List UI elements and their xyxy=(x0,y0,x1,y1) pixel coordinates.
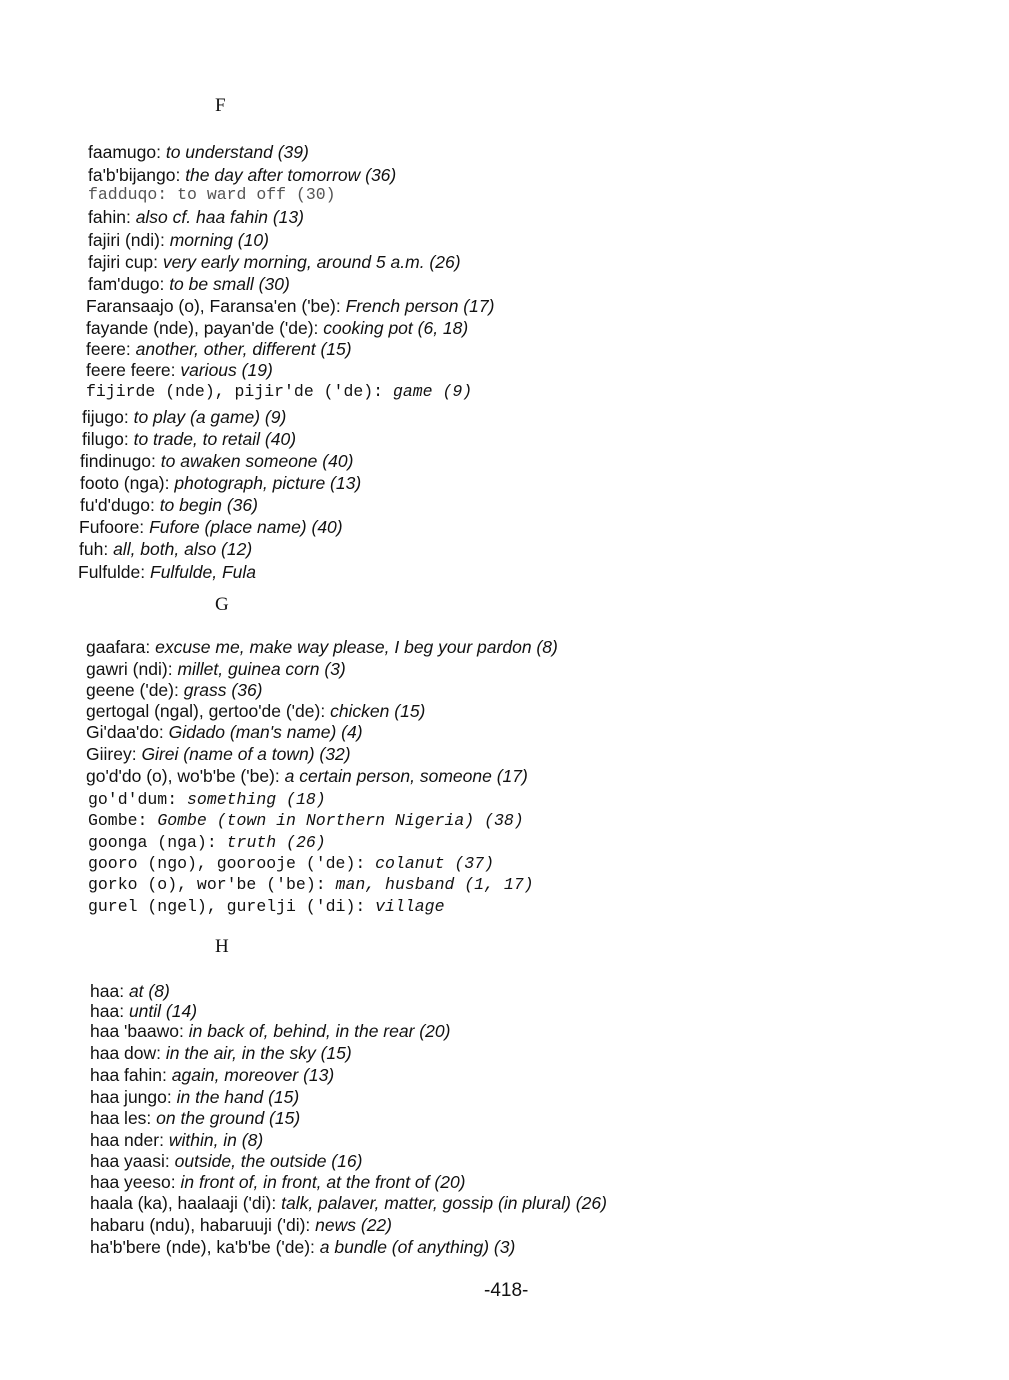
section-letter-f: F xyxy=(215,95,226,116)
headword: haa 'baawo: xyxy=(90,1021,184,1041)
definition: to begin (36) xyxy=(159,495,258,515)
entry xyxy=(90,1086,299,1108)
definition: very early morning, around 5 a.m. (26) xyxy=(162,252,461,272)
entry xyxy=(88,184,336,206)
headword: Fufoore: xyxy=(79,517,145,537)
headword: haala (ka), haalaaji ('di): xyxy=(90,1193,277,1213)
entry xyxy=(88,874,534,896)
entry xyxy=(88,164,396,186)
entry xyxy=(90,1129,263,1151)
definition: to trade, to retail (40) xyxy=(133,429,297,449)
entry xyxy=(79,516,343,538)
entry xyxy=(88,789,326,811)
entry xyxy=(86,317,468,339)
definition: talk, palaver, matter, gossip (in plural) (26) xyxy=(281,1193,607,1213)
entry xyxy=(86,381,472,403)
page-number: -418- xyxy=(484,1280,529,1301)
entry xyxy=(88,141,309,163)
entry xyxy=(80,450,353,472)
headword: haa les: xyxy=(90,1108,152,1128)
headword: fajiri (ndi): xyxy=(88,230,165,250)
definition: Fufore (place name) (40) xyxy=(149,517,343,537)
headword: gaafara: xyxy=(86,637,151,657)
headword: fadduqo: xyxy=(88,185,168,204)
headword: go'd'dum: xyxy=(88,790,178,809)
headword: fijugo: xyxy=(82,407,129,427)
headword: gawri (ndi): xyxy=(86,659,173,679)
entry xyxy=(90,1150,362,1172)
definition: at (8) xyxy=(128,981,170,1001)
headword: faamugo: xyxy=(88,142,161,162)
headword: haa nder: xyxy=(90,1130,164,1150)
definition: to play (a game) (9) xyxy=(133,407,287,427)
headword: footo (nga): xyxy=(80,473,170,493)
definition: to ward off (30) xyxy=(177,185,336,204)
definition: Gombe (town in Northern Nigeria) (38) xyxy=(157,811,524,830)
definition: in the air, in the sky (15) xyxy=(165,1043,352,1063)
headword: Gi'daa'do: xyxy=(86,722,164,742)
definition: news (22) xyxy=(315,1215,392,1235)
headword: fijirde (nde), pijir'de ('de): xyxy=(86,382,384,401)
definition: French person (17) xyxy=(345,296,495,316)
entry xyxy=(80,494,258,516)
definition: to awaken someone (40) xyxy=(160,451,354,471)
definition: Fulfulde, Fula xyxy=(150,562,257,582)
definition: in front of, in front, at the front of (20) xyxy=(180,1172,466,1192)
definition: truth (26) xyxy=(226,833,326,852)
headword: fajiri cup: xyxy=(88,252,159,272)
definition: game (9) xyxy=(392,382,473,401)
definition: again, moreover (13) xyxy=(171,1065,335,1085)
headword: haa yeeso: xyxy=(90,1172,176,1192)
entry xyxy=(88,206,304,228)
definition: man, husband (1, 17) xyxy=(335,875,534,894)
headword: ha'b'bere (nde), ka'b'be ('de): xyxy=(90,1237,315,1257)
headword: fayande (nde), payan'de ('de): xyxy=(86,318,319,338)
definition: until (14) xyxy=(128,1001,198,1021)
entry xyxy=(90,1192,607,1214)
entry xyxy=(90,1171,466,1193)
entry xyxy=(90,980,170,1002)
headword: geene ('de): xyxy=(86,680,179,700)
headword: goonga (nga): xyxy=(88,833,217,852)
entry xyxy=(88,273,290,295)
definition: outside, the outside (16) xyxy=(174,1151,363,1171)
entry xyxy=(88,896,444,918)
headword: fahin: xyxy=(88,207,131,227)
headword: Gombe: xyxy=(88,811,148,830)
entry xyxy=(90,1020,450,1042)
entry xyxy=(86,636,558,658)
definition: chicken (15) xyxy=(330,701,426,721)
entry xyxy=(88,832,326,854)
definition: a bundle (of anything) (3) xyxy=(319,1237,516,1257)
headword: gorko (o), wor'be ('be): xyxy=(88,875,326,894)
definition: various (19) xyxy=(180,360,273,380)
headword: haa fahin: xyxy=(90,1065,167,1085)
entry xyxy=(86,295,494,317)
headword: fa'b'bijango: xyxy=(88,165,181,185)
headword: findinugo: xyxy=(80,451,156,471)
entry xyxy=(86,743,351,765)
definition: village xyxy=(375,897,445,916)
headword: feere: xyxy=(86,339,131,359)
definition: within, in (8) xyxy=(168,1130,264,1150)
definition: in back of, behind, in the rear (20) xyxy=(188,1021,451,1041)
definition: something (18) xyxy=(187,790,326,809)
headword: haa: xyxy=(90,1001,125,1021)
entry xyxy=(88,853,494,875)
headword: fu'd'dugo: xyxy=(80,495,155,515)
entry xyxy=(88,229,269,251)
headword: gurel (ngel), gurelji ('di): xyxy=(88,897,366,916)
headword: go'd'do (o), wo'b'be ('be): xyxy=(86,766,280,786)
definition: photograph, picture (13) xyxy=(174,473,362,493)
entry xyxy=(90,1214,392,1236)
entry xyxy=(78,561,256,583)
entry xyxy=(79,538,252,560)
entry xyxy=(86,679,263,701)
headword: feere feere: xyxy=(86,360,176,380)
definition: cooking pot (6, 18) xyxy=(323,318,469,338)
definition: another, other, different (15) xyxy=(135,339,352,359)
definition: morning (10) xyxy=(169,230,269,250)
entry xyxy=(86,658,346,680)
entry xyxy=(90,1236,515,1258)
headword: Giirey: xyxy=(86,744,137,764)
definition: the day after tomorrow (36) xyxy=(185,165,397,185)
headword: Faransaajo (o), Faransa'en ('be): xyxy=(86,296,341,316)
definition: on the ground (15) xyxy=(156,1108,301,1128)
section-letter-g: G xyxy=(215,594,229,615)
entry xyxy=(82,406,286,428)
definition: to understand (39) xyxy=(165,142,309,162)
entry xyxy=(90,1064,334,1086)
entry xyxy=(86,338,352,360)
headword: habaru (ndu), habaruuji ('di): xyxy=(90,1215,311,1235)
entry xyxy=(86,765,528,787)
definition: all, both, also (12) xyxy=(113,539,253,559)
section-letter-h: H xyxy=(215,936,229,957)
headword: filugo: xyxy=(82,429,129,449)
definition: Girei (name of a town) (32) xyxy=(141,744,351,764)
entry xyxy=(86,721,363,743)
headword: haa jungo: xyxy=(90,1087,172,1107)
entry xyxy=(86,700,425,722)
entry xyxy=(82,428,296,450)
definition: in the hand (15) xyxy=(176,1087,300,1107)
definition: colanut (37) xyxy=(375,854,494,873)
definition: a certain person, someone (17) xyxy=(284,766,528,786)
definition: grass (36) xyxy=(183,680,263,700)
definition: excuse me, make way please, I beg your pardon (8) xyxy=(155,637,558,657)
entry xyxy=(80,472,361,494)
entry xyxy=(90,1042,352,1064)
headword: gooro (ngo), goorooje ('de): xyxy=(88,854,366,873)
definition: to be small (30) xyxy=(169,274,290,294)
entry xyxy=(90,1000,197,1022)
headword: haa yaasi: xyxy=(90,1151,170,1171)
entry xyxy=(90,1107,300,1129)
headword: gertogal (ngal), gertoo'de ('de): xyxy=(86,701,326,721)
headword: haa dow: xyxy=(90,1043,162,1063)
entry xyxy=(86,359,273,381)
entry xyxy=(88,251,461,273)
headword: fam'dugo: xyxy=(88,274,165,294)
headword: Fulfulde: xyxy=(78,562,146,582)
definition: Gidado (man's name) (4) xyxy=(168,722,363,742)
headword: haa: xyxy=(90,981,125,1001)
definition: also cf. haa fahin (13) xyxy=(135,207,304,227)
headword: fuh: xyxy=(79,539,109,559)
definition: millet, guinea corn (3) xyxy=(177,659,346,679)
entry xyxy=(88,810,524,832)
